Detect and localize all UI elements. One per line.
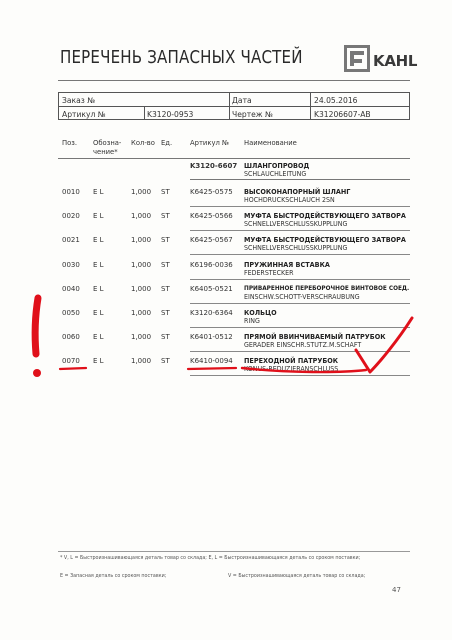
assembly-name-ru: ШЛАНГОПРОВОД [244, 161, 310, 170]
exclamation-dot [33, 369, 41, 377]
date-value: 24.05.2016 [314, 96, 358, 105]
col-article-1: Артикул № [190, 139, 230, 147]
row-qty: 1,000 [131, 212, 152, 221]
row-name-ru: МУФТА БЫСТРОДЕЙСТВУЮЩЕГО ЗАТВОРА [244, 211, 406, 221]
row-designation: E L [93, 260, 104, 269]
row-article: K3120-6364 [190, 309, 233, 317]
row-name-de: SCHNELLVERSCHLUSSKUPPLUNG [244, 220, 348, 229]
row-article: K6425-0566 [190, 212, 233, 221]
underline-name [242, 368, 366, 372]
row-unit: ST [161, 309, 170, 317]
row-name-de: HOCHDRUCKSCHLAUCH 2SN [244, 196, 335, 204]
row-name-de: RING [244, 317, 260, 325]
row-pos: 0060 [62, 333, 80, 342]
row-article: K6425-0567 [190, 236, 233, 245]
col-designation-2: чение* [93, 148, 118, 156]
row-pos: 0010 [62, 188, 80, 196]
row-article: K6196-0036 [190, 260, 233, 269]
row-article: K6405-0521 [190, 284, 233, 293]
row-name-ru: ПРЯМОЙ ВВИНЧИВАЕМЫЙ ПАТРУБОК [244, 332, 386, 342]
row-qty: 1,000 [131, 333, 152, 342]
row-name-de: EINSCHW.SCHOTT-VERSCHRAUBUNG [244, 292, 360, 301]
row-designation: E L [93, 236, 104, 245]
row-name-ru: МУФТА БЫСТРОДЕЙСТВУЮЩЕГО ЗАТВОРА [244, 235, 406, 245]
row-designation: E L [93, 284, 104, 293]
row-name-ru: ПЕРЕХОДНОЙ ПАТРУБОК [244, 356, 339, 366]
row-designation: E L [93, 357, 104, 366]
drawing-label: Чертеж № [232, 110, 273, 119]
col-designation-1: Обозна- [93, 139, 122, 147]
row-name-ru: КОЛЬЦО [244, 308, 277, 317]
row-name-de: KONUS-REDUZIERANSCHLUSS [244, 365, 339, 374]
row-qty: 1,000 [131, 188, 152, 196]
row-qty: 1,000 [131, 236, 152, 245]
drawing-value: K31206607-AB [314, 110, 371, 119]
row-name-ru: ПРИВАРЕННОЕ ПЕРЕБОРОЧНОЕ ВИНТОВОЕ СОЕД. [244, 283, 410, 292]
article-label: Артикул № [62, 110, 106, 119]
row-unit: ST [161, 333, 170, 342]
article-value: K3120-0953 [147, 110, 194, 119]
row-designation: E L [93, 212, 104, 221]
row-unit: ST [161, 284, 170, 293]
checkmark [356, 318, 412, 372]
row-article: K6410-0094 [190, 357, 233, 366]
row-unit: ST [161, 357, 170, 366]
logo-text: KAHL [373, 52, 418, 70]
row-pos: 0021 [62, 236, 80, 245]
row-name-ru: ПРУЖИННАЯ ВСТАВКА [244, 259, 330, 269]
row-qty: 1,000 [131, 357, 152, 366]
row-designation: E L [93, 333, 104, 342]
exclamation-stroke [35, 298, 38, 354]
row-qty: 1,000 [131, 309, 152, 317]
row-pos: 0070 [62, 357, 80, 366]
page-title: ПЕРЕЧЕНЬ ЗАПАСНЫХ ЧАСТЕЙ [60, 48, 303, 68]
date-label: Дата [232, 96, 252, 105]
row-unit: ST [161, 260, 170, 269]
row-name-de: GERADER EINSCHR.STUTZ.M.SCHAFT [244, 341, 362, 350]
row-name-de: FEDERSTECKER [244, 268, 294, 277]
row-pos: 0020 [62, 212, 80, 221]
col-name: Наименование [244, 139, 297, 147]
row-designation: E L [93, 188, 104, 196]
col-pos: Поз. [62, 139, 78, 147]
row-name-ru: ВЫСОКОНАПОРНЫЙ ШЛАНГ [244, 187, 351, 196]
footnote-line-1: * V, L = Быстроизнашивающаяся деталь товар со склада; E, L = Быстроизнашивающаяся деталь со сроком поставки; [60, 556, 361, 561]
col-unit: Ед. [161, 139, 173, 147]
row-pos: 0030 [62, 260, 80, 269]
assembly-name-de: SCHLAUCHLEITUNG [244, 170, 307, 178]
underline-article [188, 368, 236, 369]
row-article: K6401-0512 [190, 333, 233, 342]
row-unit: ST [161, 212, 170, 221]
footnote-line-2a: E = Запасная деталь со сроком поставки; [60, 574, 167, 579]
row-unit: ST [161, 236, 170, 245]
assembly-article: K3120-6607 [190, 162, 238, 170]
row-pos: 0050 [62, 309, 80, 317]
row-qty: 1,000 [131, 260, 152, 269]
underline-pos [60, 368, 86, 369]
row-name-de: SCHNELLVERSCHLUSSKUPPLUNG [244, 244, 348, 253]
row-unit: ST [161, 188, 170, 196]
row-article: K6425-0575 [190, 188, 233, 196]
row-designation: E L [93, 309, 104, 317]
row-qty: 1,000 [131, 284, 152, 293]
row-pos: 0040 [62, 284, 80, 293]
page-number: 47 [392, 586, 401, 594]
col-qty: Кол-во [131, 139, 155, 147]
order-label: Заказ № [62, 96, 96, 105]
footnote-line-2b: V = Быстроизнашивающаяся деталь товар со склада; [228, 574, 366, 579]
